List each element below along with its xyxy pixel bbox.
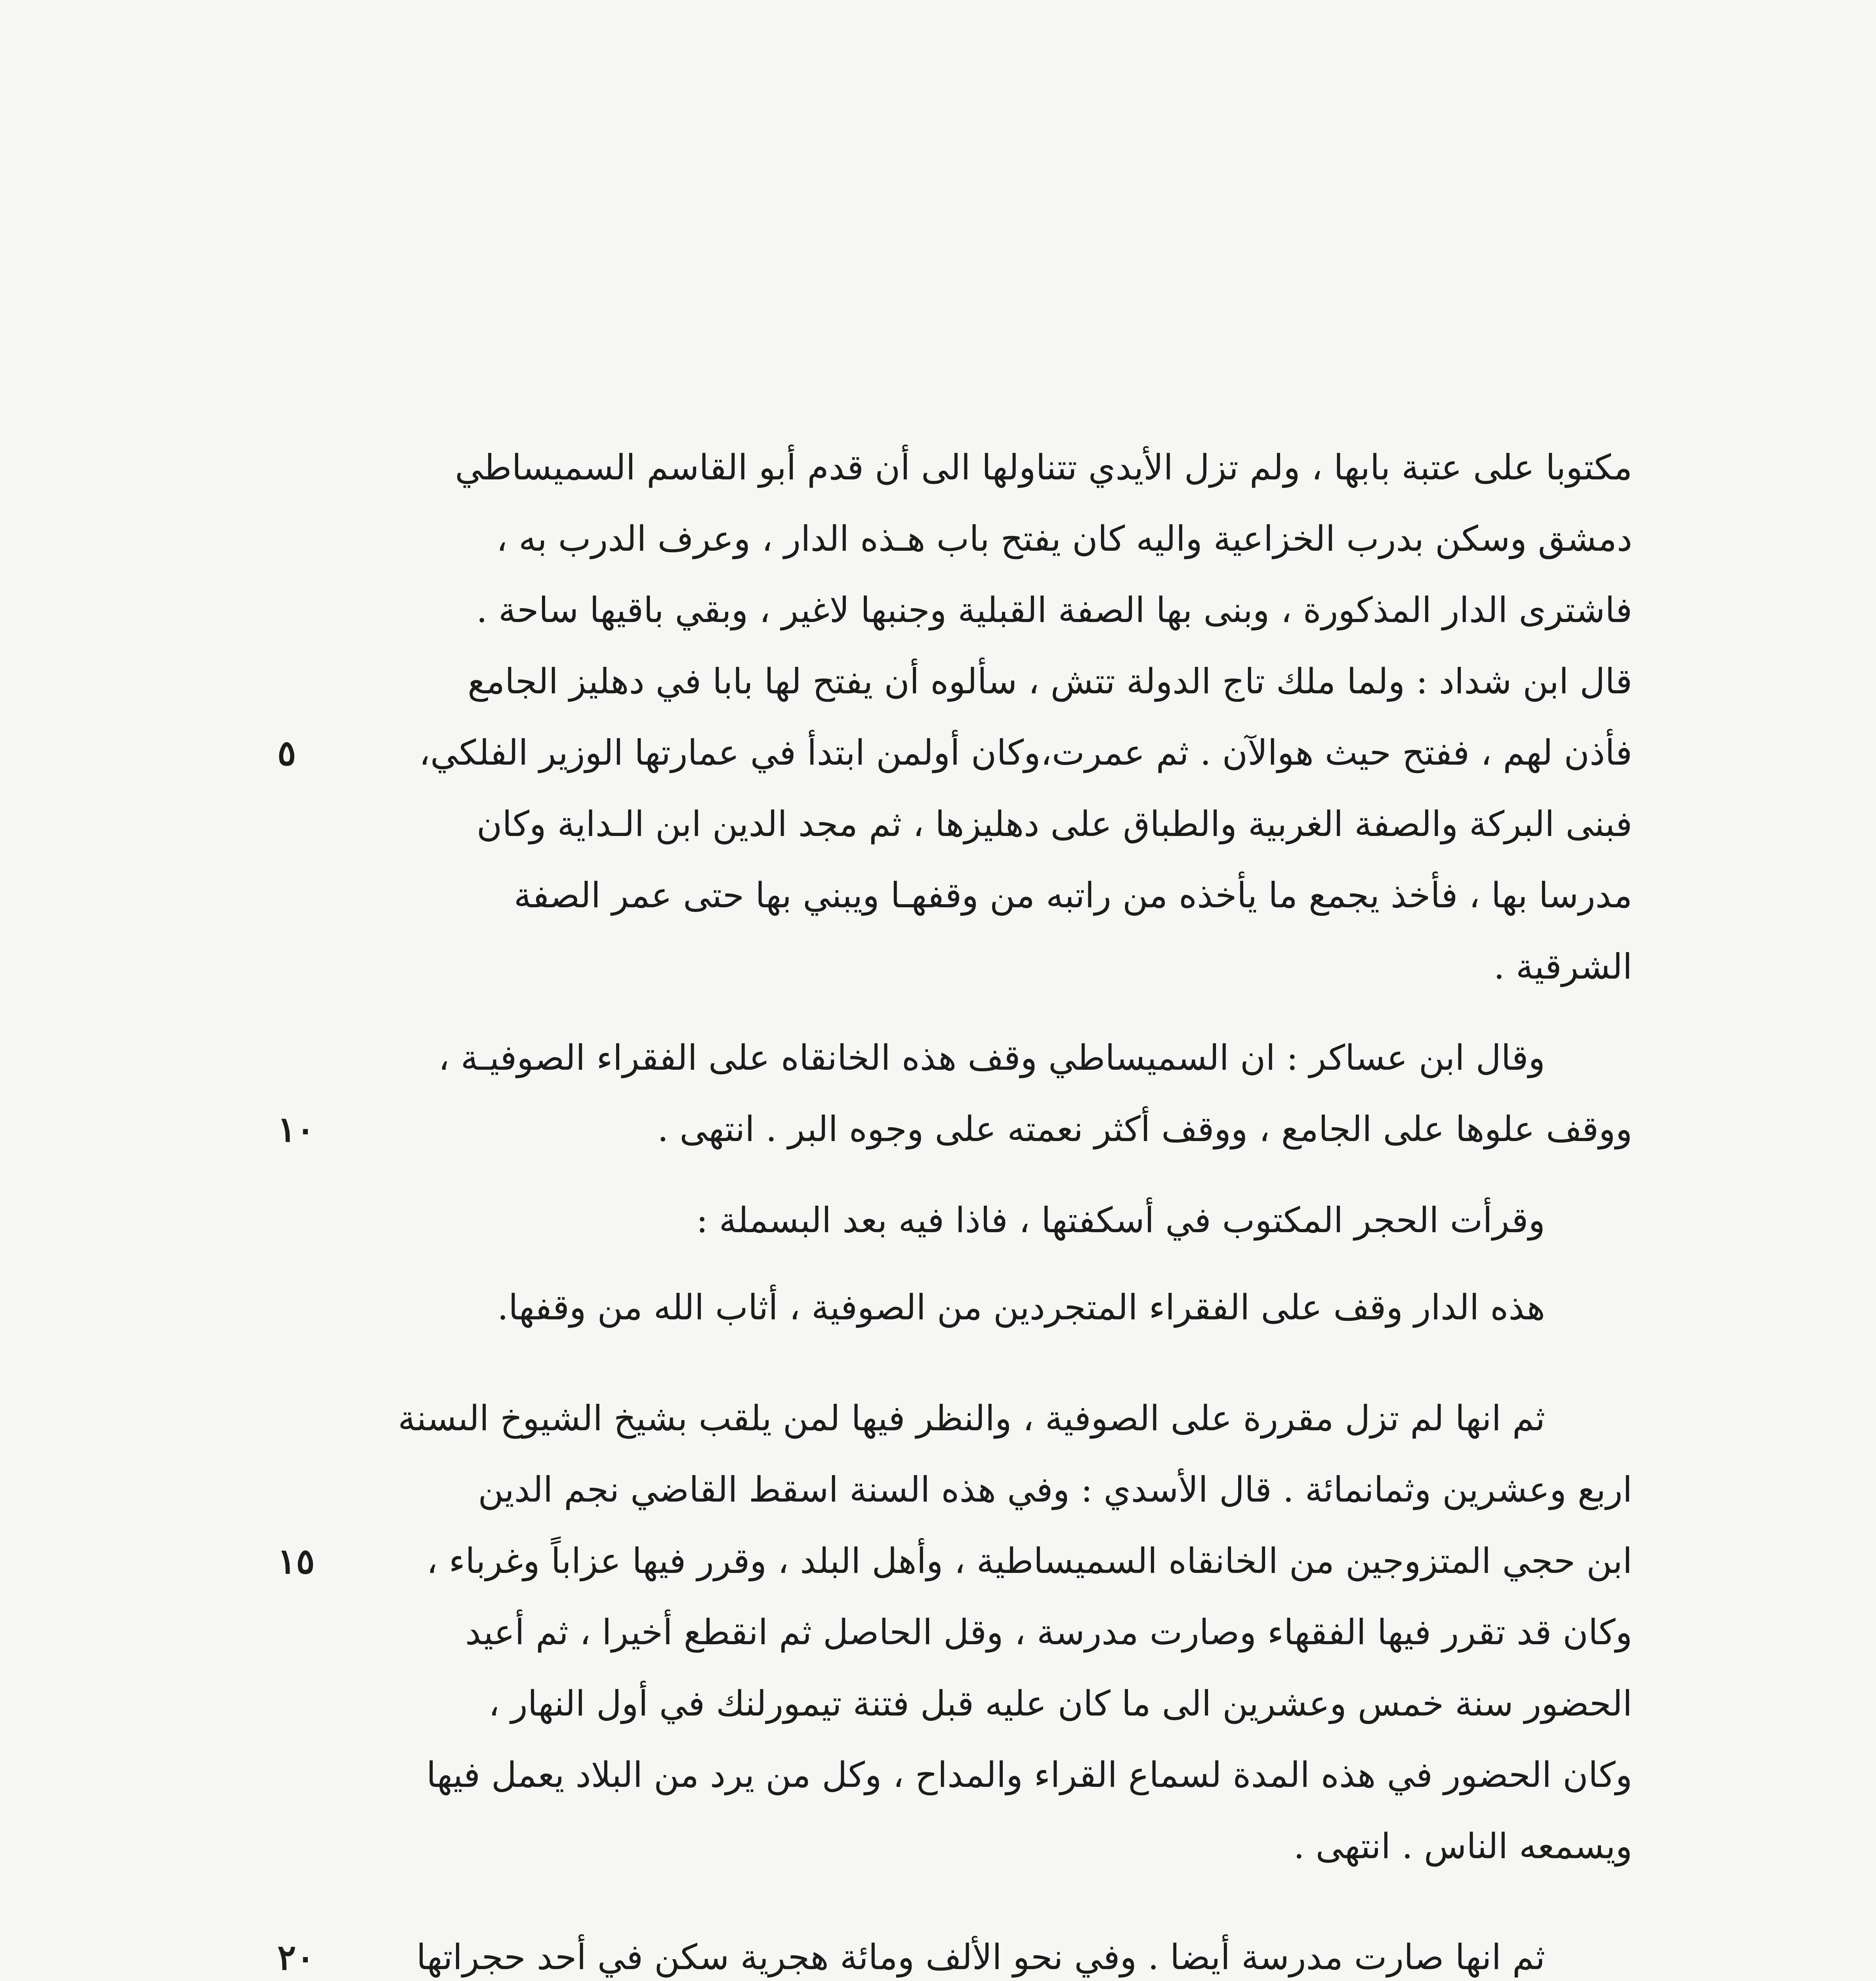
- text-line: ويسمعه الناس . انتهى .: [1293, 1826, 1632, 1866]
- text-line: ثم انها صارت مدرسة أيضا . وفي نحو الألف ومائة هجرية سكن في أحد حجراتها: [416, 1937, 1545, 1977]
- text-line: وقرأت الحجر المكتوب في أسكفتها ، فاذا فيه بعد البسملة :: [696, 1200, 1545, 1241]
- text-line: ثم انها لم تزل مقررة على الصوفية ، والنظر فيها لمن يلقب بشيخ الشيوخ الىسنة: [398, 1398, 1545, 1439]
- margin-line-number: ٢٠: [277, 1937, 315, 1978]
- text-line: وكان الحضور في هذه المدة لسماع القراء والمداح ، وكل من يرد من البلاد يعمل فيها: [426, 1754, 1632, 1795]
- text-line: دمشق وسكن بدرب الخزاعية واليه كان يفتح باب هـذه الدار ، وعرف الدرب به ،: [496, 518, 1632, 559]
- margin-line-number: ٥: [277, 732, 296, 773]
- text-line: فبنى البركة والصفة الغربية والطباق على دهليزها ، ثم مجد الدين ابن الـداية وكان: [476, 803, 1632, 844]
- text-line: اربع وعشرين وثمانمائة . قال الأسدي : وفي هذه السنة اسقط القاضي نجم الدين: [478, 1469, 1632, 1510]
- text-line: الشرقية .: [1493, 946, 1632, 987]
- text-line: فاشترى الدار المذكورة ، وبنى بها الصفة القبلية وجنبها لاغير ، وبقي باقيها ساحة .: [476, 590, 1632, 630]
- text-line: فأذن لهم ، ففتح حيث هوالآن . ثم عمرت،وكان أولمن ابتدأ في عمارتها الوزير الفلكي،: [419, 732, 1632, 773]
- text-line: مكتوبا على عتبة بابها ، ولم تزل الأيدي تتناولها الى أن قدم أبو القاسم السميساطي: [455, 447, 1632, 488]
- text-line: قال ابن شداد : ولما ملك تاج الدولة تتش ، سألوه أن يفتح لها بابا في دهليز الجامع: [468, 661, 1632, 702]
- margin-line-number: ١٥: [277, 1540, 315, 1582]
- text-line: هذه الدار وقف على الفقراء المتجردين من الصوفية ، أثاب الله من وقفها.: [497, 1287, 1545, 1328]
- text-line: الحضور سنة خمس وعشرين الى ما كان عليه قبل فتنة تيمورلنك في أول النهار ،: [488, 1683, 1632, 1724]
- margin-line-number: ١٠: [277, 1109, 315, 1150]
- text-line: وقال ابن عساكر : ان السميساطي وقف هذه الخانقاه على الفقراء الصوفيـة ،: [438, 1037, 1545, 1078]
- text-line: ابن حجي المتزوجين من الخانقاه السميساطية ، وأهل البلد ، وقرر فيها عزاباً وغرباء ،: [426, 1540, 1632, 1581]
- text-line: مدرسا بها ، فأخذ يجمع ما يأخذه من راتبه من وقفهـا ويبني بها حتى عمر الصفة: [513, 875, 1632, 916]
- text-line: وكان قد تقرر فيها الفقهاء وصارت مدرسة ، وقل الحاصل ثم انقطع أخيرا ، ثم أعيد: [465, 1612, 1632, 1653]
- text-line: ووقف علوها على الجامع ، ووقف أكثر نعمته على وجوه البر . انتهى .: [657, 1109, 1632, 1149]
